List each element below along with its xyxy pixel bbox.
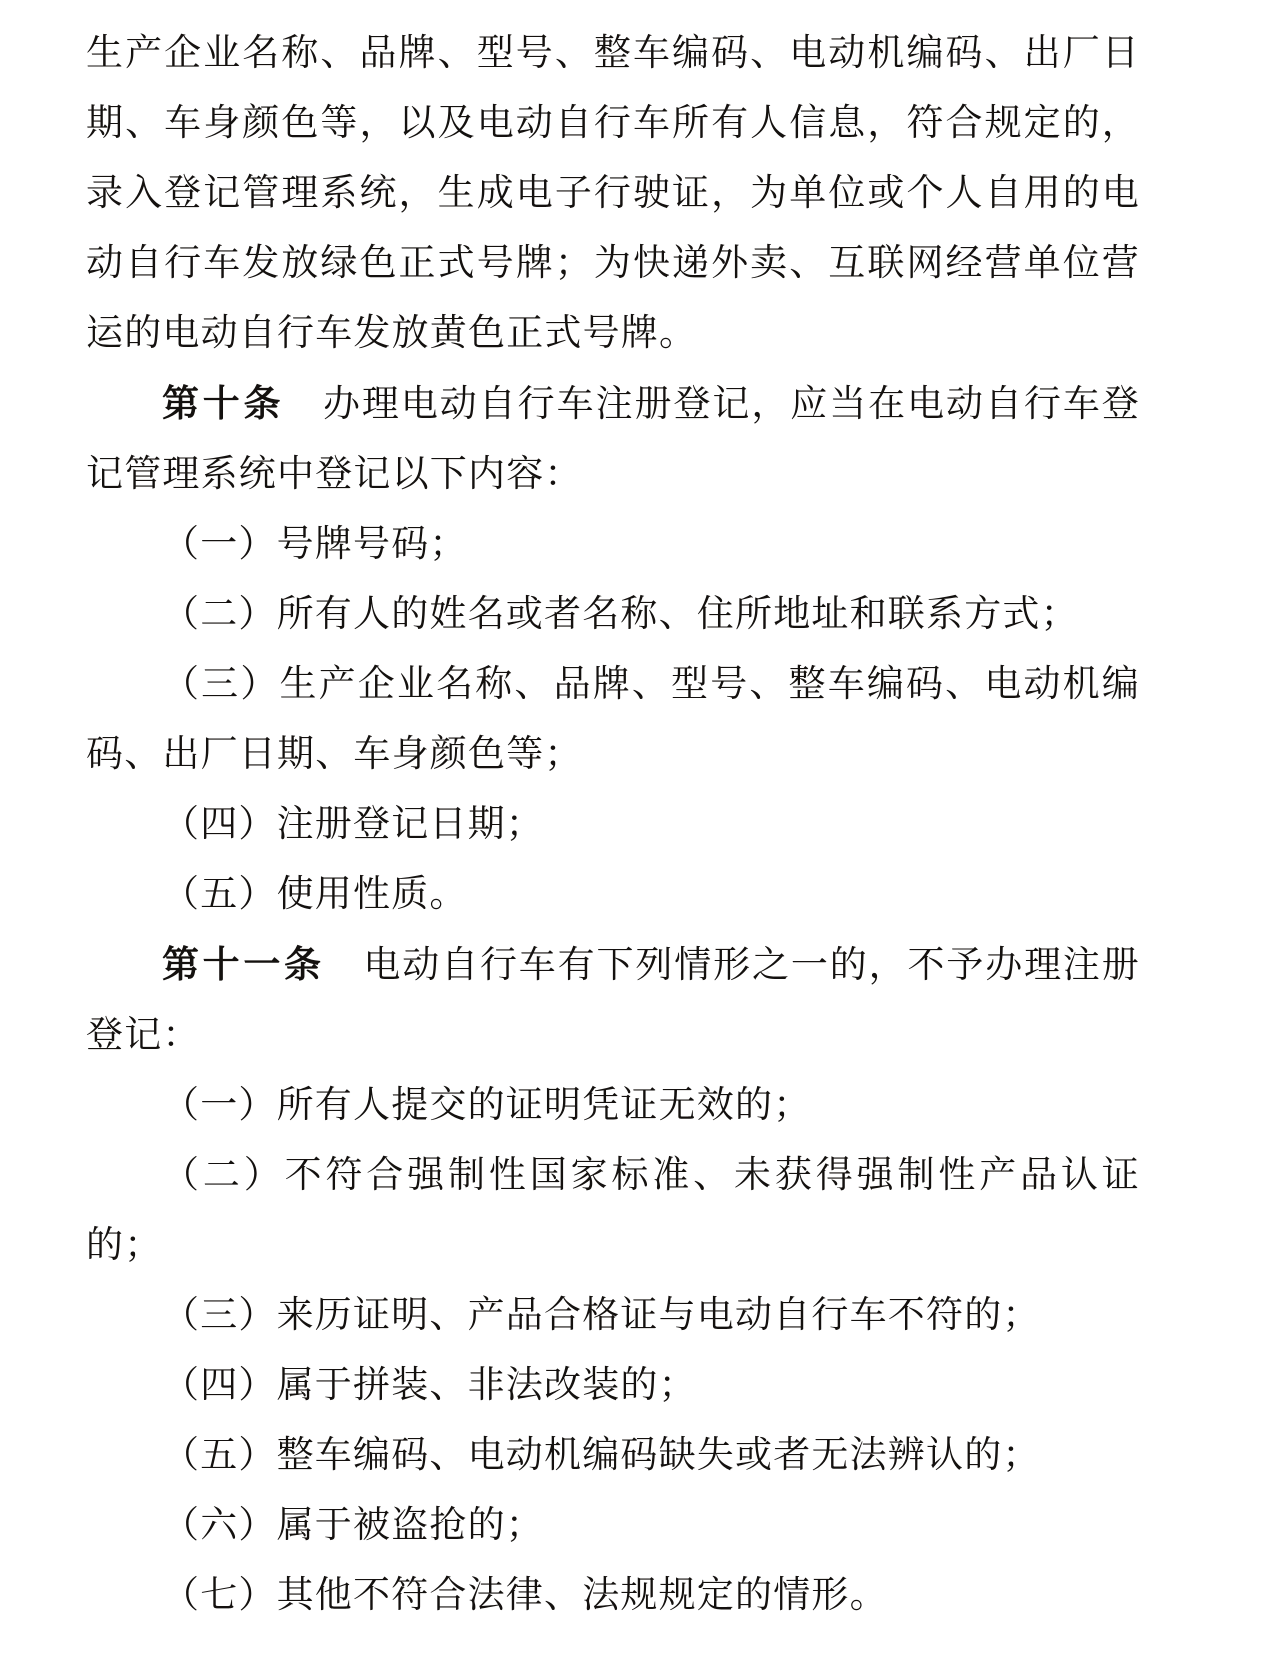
list-item: （七）其他不符合法律、法规规定的情形。	[162, 1573, 888, 1616]
list-item: （一）号牌号码；	[162, 522, 468, 565]
list-item: （五）整车编码、电动机编码缺失或者无法辨认的；	[162, 1433, 1041, 1476]
list-item: （四）注册登记日期；	[162, 802, 544, 845]
list-item: （五）使用性质。	[162, 872, 468, 915]
document-body	[86, 18, 1140, 1630]
article-heading-10: 第十条	[162, 381, 285, 425]
paragraph-article-10	[86, 368, 1140, 509]
article-text-11: 电动自行车有下列情形之一的，不予办理注册登记：	[86, 943, 1141, 1056]
list-item: （三）来历证明、产品合格证与电动自行车不符的；	[162, 1293, 1041, 1336]
list-item: （二）不符合强制性国家标准、未获得强制性产品认证的；	[86, 1153, 1140, 1266]
paragraph-article-11	[86, 929, 1140, 1070]
article-heading-11: 第十一条	[162, 942, 325, 986]
article-text-10: 办理电动自行车注册登记，应当在电动自行车登记管理系统中登记以下内容：	[86, 382, 1141, 495]
paragraph-continued: 生产企业名称、品牌、型号、整车编码、电动机编码、出厂日期、车身颜色等，以及电动自行车所有人信息，符合规定的，录入登记管理系统，生成电子行驶证，为单位或个人自用的电动自行车发放绿色正式号牌；为快递外卖、互联网经营单位营运的电动自行车发放黄色正式号牌。	[86, 31, 1140, 354]
list-item: （四）属于拼装、非法改装的；	[162, 1363, 697, 1406]
list-item: （一）所有人提交的证明凭证无效的；	[162, 1083, 812, 1126]
list-item: （二）所有人的姓名或者名称、住所地址和联系方式；	[162, 592, 1079, 635]
list-item: （六）属于被盗抢的；	[162, 1503, 544, 1546]
list-item: （三）生产企业名称、品牌、型号、整车编码、电动机编码、出厂日期、车身颜色等；	[86, 662, 1140, 775]
